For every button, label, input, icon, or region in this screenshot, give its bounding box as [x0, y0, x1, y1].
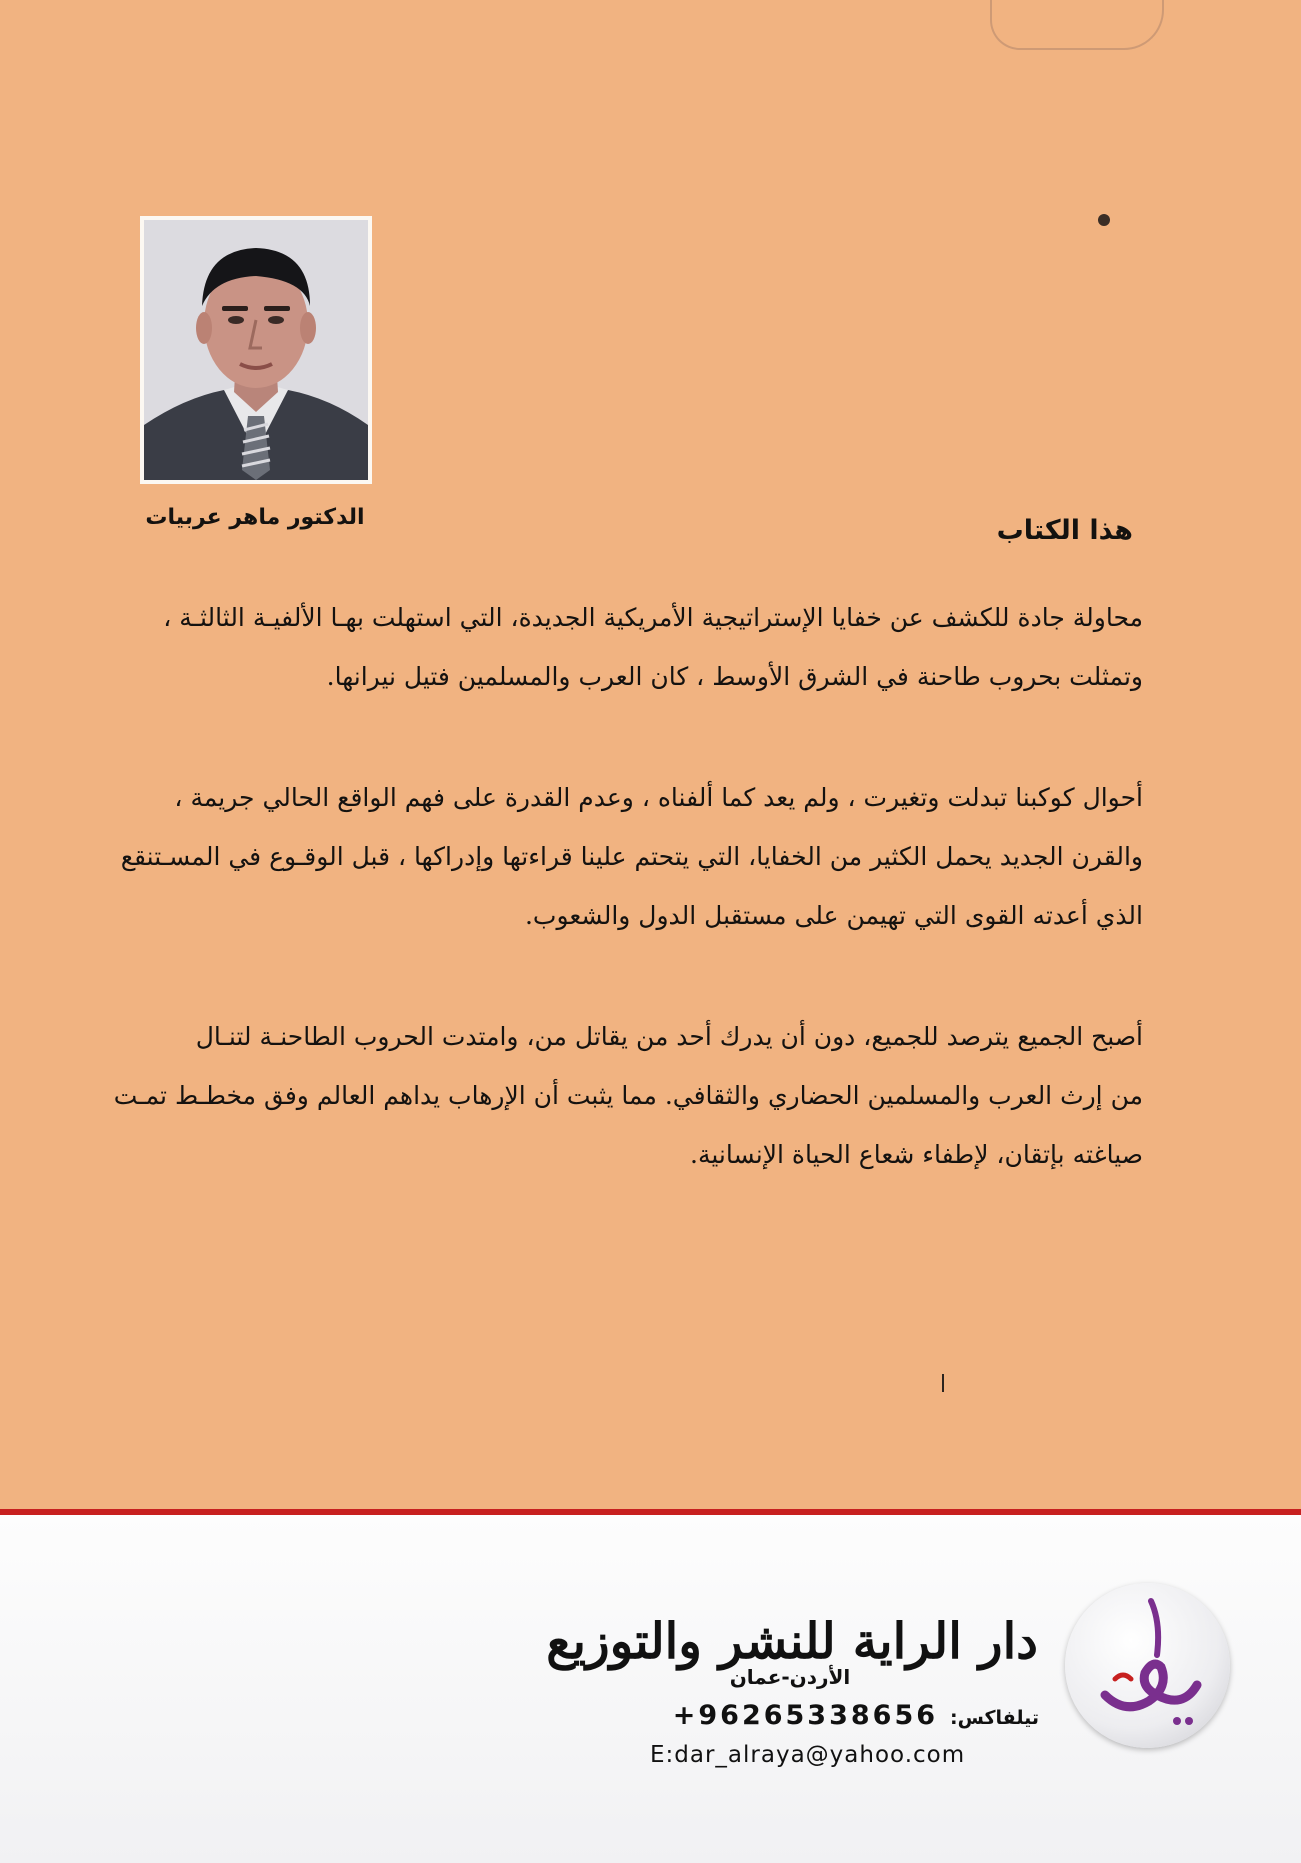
pencil-scribble [990, 0, 1164, 50]
blurb-line: والقرن الجديد يحمل الكثير من الخفايا، التي يتحتم علينا قراءتها وإدراكها ، قبل الوقـوع في المسـتنقع [120, 842, 1143, 871]
publisher-name: دار الراية للنشر والتوزيع [546, 1612, 1038, 1670]
publisher-phone-row [673, 1700, 1039, 1731]
blurb-paragraph [120, 768, 1143, 945]
author-portrait-illustration [144, 220, 368, 480]
blurb-line: صياغته بإتقان، لإطفاء شعاع الحياة الإنسانية. [690, 1140, 1143, 1169]
blurb-line: الذي أعدته القوى التي تهيمن على مستقبل الدول والشعوب. [524, 901, 1143, 930]
author-photo [144, 220, 368, 480]
publisher-phone: +96265338656 [672, 1700, 939, 1731]
blurb-line: من إرث العرب والمسلمين الحضاري والثقافي. مما يثبت أن الإرهاب يداهم العالم وفق مخطـط تمـت [113, 1081, 1143, 1110]
blurb-line: محاولة جادة للكشف عن خفايا الإستراتيجية الأمريكية الجديدة، التي استهلت بهـا الألفيـة الثالثـة ، [163, 603, 1143, 632]
author-caption: الدكتور ماهر عربيات [145, 505, 365, 530]
section-title: هذا الكتاب [996, 515, 1133, 546]
blurb-line: أحوال كوكبنا تبدلت وتغيرت ، ولم يعد كما ألفناه ، وعدم القدرة على فهم الواقع الحالي جريمة ، [174, 783, 1143, 812]
publisher-logo [1065, 1583, 1230, 1748]
blurb-line: وتمثلت بحروب طاحنة في الشرق الأوسط ، كان العرب والمسلمين فتيل نيرانها. [326, 662, 1143, 691]
author-photo-frame [140, 216, 372, 484]
publisher-location: الأردن-عمان [729, 1665, 851, 1689]
ink-speck [1098, 214, 1110, 226]
blurb-paragraph [113, 1007, 1143, 1184]
ink-mark [942, 1374, 944, 1392]
blurb-text [113, 588, 1143, 1246]
blurb-line: أصبح الجميع يترصد للجميع، دون أن يدرك أحد من يقاتل من، وامتدت الحروب الطاحنـة لتنـال [195, 1022, 1143, 1051]
publisher-email: E:dar_alraya@yahoo.com [650, 1742, 966, 1768]
blurb-paragraph [133, 588, 1143, 706]
publisher-phone-label: تيلفاكس: [950, 1707, 1039, 1729]
alraya-logo-icon [1065, 1583, 1230, 1748]
